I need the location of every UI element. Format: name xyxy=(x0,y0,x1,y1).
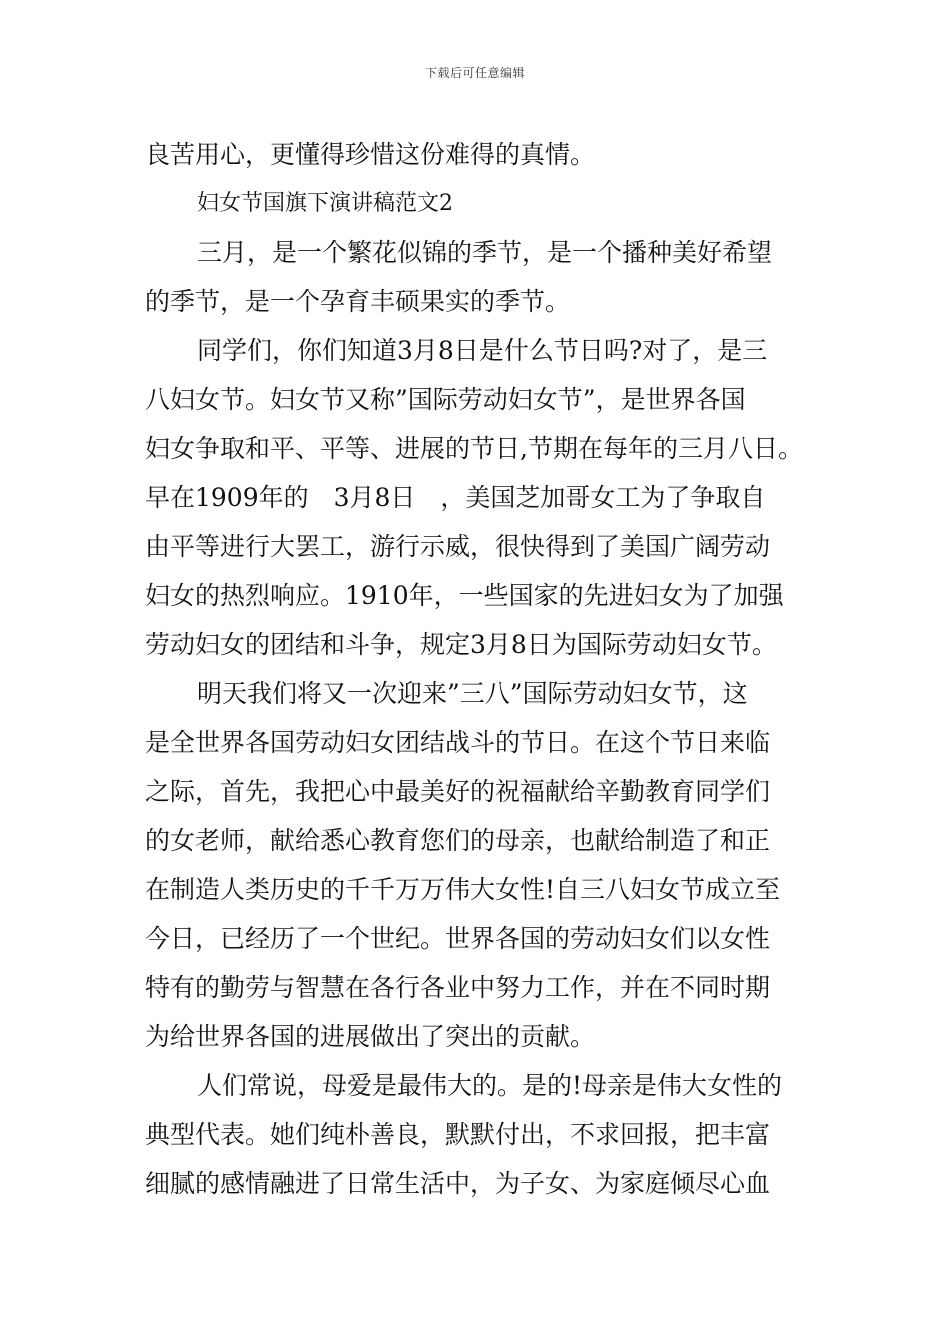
text-line: 三月，是一个繁花似锦的季节，是一个播种美好希望 xyxy=(197,238,773,267)
text-line: 妇女争取和平、平等、进展的节日,节期在每年的三月八日。 xyxy=(145,434,803,463)
section-title: 妇女节国旗下演讲稿范文2 xyxy=(197,191,453,216)
text-line: 今日，已经历了一个世纪。世界各国的劳动妇女们以女性 xyxy=(145,924,771,953)
text-line: 劳动妇女的团结和斗争，规定3月8日为国际劳动妇女节。 xyxy=(145,630,777,659)
text-line: 明天我们将又一次迎来”三八”国际劳动妇女节，这 xyxy=(197,679,748,708)
text-line: 妇女的热烈响应。1910年，一些国家的先进妇女为了加强 xyxy=(145,581,784,610)
text-line: 的女老师，献给悉心教育您们的母亲，也献给制造了和正 xyxy=(145,826,771,855)
text-line: 八妇女节。妇女节又称”国际劳动妇女节”，是世界各国 xyxy=(145,385,746,414)
text-line: 的季节，是一个孕育丰硕果实的季节。 xyxy=(145,287,571,316)
text-line: 细腻的感情融进了日常生活中，为子女、为家庭倾尽心血 xyxy=(145,1169,771,1198)
text-line: 良苦用心，更懂得珍惜这份难得的真情。 xyxy=(145,140,596,169)
text-line: 为给世界各国的进展做出了突出的贡献。 xyxy=(145,1022,596,1051)
page-header: 下载后可任意编辑 xyxy=(424,66,525,80)
text-line: 是全世界各国劳动妇女团结战斗的节日。在这个节日来临 xyxy=(145,728,771,757)
document-body xyxy=(145,130,815,1208)
text-line: 同学们，你们知道3月8日是什么节日吗?对了，是三 xyxy=(197,336,768,365)
text-line: 典型代表。她们纯朴善良，默默付出，不求回报，把丰富 xyxy=(145,1120,771,1149)
text-line: 特有的勤劳与智慧在各行各业中努力工作，并在不同时期 xyxy=(145,973,771,1002)
text-line: 由平等进行大罢工，游行示威，很快得到了美国广阔劳动 xyxy=(145,532,771,561)
text-line: 在制造人类历史的千千万万伟大女性!自三八妇女节成立至 xyxy=(145,875,781,904)
text-line: 之际，首先，我把心中最美好的祝福献给辛勤教育同学们 xyxy=(145,777,771,806)
text-line: 人们常说，母爱是最伟大的。是的!母亲是伟大女性的 xyxy=(197,1071,783,1100)
text-line: 早在1909年的 3月8日 ，美国芝加哥女工为了争取自 xyxy=(145,483,766,512)
